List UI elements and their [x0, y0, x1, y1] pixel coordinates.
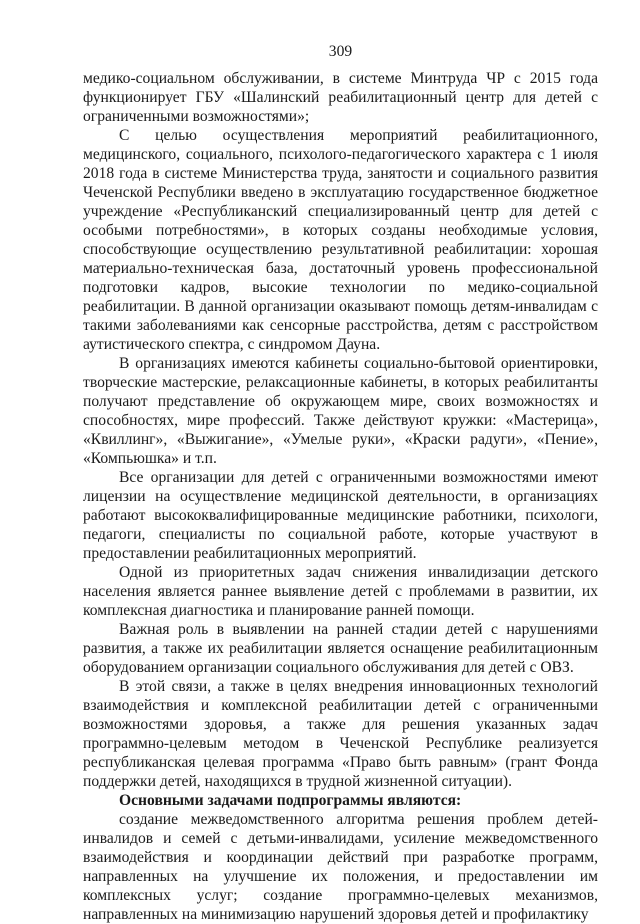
page-number: 309: [328, 43, 353, 60]
paragraph: медико-социальном обслуживании, в системе Минтруда ЧР с 2015 года функционирует ГБУ «Шалинский реабилитационный центр для детей с ограниченными возможностями»;: [83, 70, 598, 125]
paragraph: Важная роль в выявлении на ранней стадии детей с нарушениями развития, а также их реабилитации является оснащение реабилитационным оборудованием организации социального обслуживания для детей с ОВЗ.: [83, 621, 598, 676]
paragraph: Все организации для детей с ограниченными возможностями имеют лицензии на осуществление медицинской деятельности, в организациях работают высококвалифицированные медицинские работники, психологи, педагоги, специалисты по социальной работе, которые участвуют в предоставлении реабилитационных мероприятий.: [83, 469, 598, 562]
section-heading: Основными задачами подпрограммы являются:: [119, 792, 462, 809]
paragraph: С целью осуществления мероприятий реабилитационного, медицинского, социального, психолого-педагогического характера с 1 июля 2018 года в системе Министерства труда, занятости и социального развития Чеченской Республики введено в эксплуатацию государственное бюджетное учреждение «Республиканский специализированный центр для детей с особыми потребностями», в которых созданы необходимые условия, способствующие осуществлению результативной реабилитации: хорошая материально-техническая база, достаточный уровень профессиональной подготовки кадров, высокие технологии по медико-социальной реабилитации. В данной организации оказывают помощь детям-инвалидам с такими заболеваниями как сенсорные расстройства, детям с расстройством аутистического спектра, с синдромом Дауна.: [83, 127, 598, 353]
paragraph: В этой связи, а также в целях внедрения инновационных технологий взаимодействия и комплексной реабилитации детей с ограниченными возможностями здоровья, а также для решения указанных задач программно-целевым методом в Чеченской Республике реализуется республиканская целевая программа «Право быть равным» (грант Фонда поддержки детей, находящихся в трудной жизненной ситуации).: [83, 678, 598, 790]
paragraph: В организациях имеются кабинеты социально-бытовой ориентировки, творческие мастерские, релаксационные кабинеты, в которых реабилитанты получают представление об окружающем мире, своих возможностях и способностях, мире профессий. Также действуют кружки: «Мастерица», «Квиллинг», «Выжигание», «Умелые руки», «Краски радуги», «Пение», «Компьюшка» и т.п.: [83, 355, 598, 467]
paragraph-final: создание межведомственного алгоритма решения проблем детей-инвалидов и семей с детьми-инвалидами, усиление межведомственного взаимодействия и координации действий при разработке программ, направленных на улучшение их положения, и предоставлении им комплексных услуг; создание программно-целевых механизмов, направленных на минимизацию нарушений здоровья детей и профилактику: [83, 811, 598, 923]
document-page: [83, 42, 598, 924]
body-text: [83, 69, 598, 791]
paragraph: Одной из приоритетных задач снижения инвалидизации детского населения является раннее выявление детей с проблемами в развитии, их комплексная диагностика и планирование ранней помощи.: [83, 564, 598, 619]
